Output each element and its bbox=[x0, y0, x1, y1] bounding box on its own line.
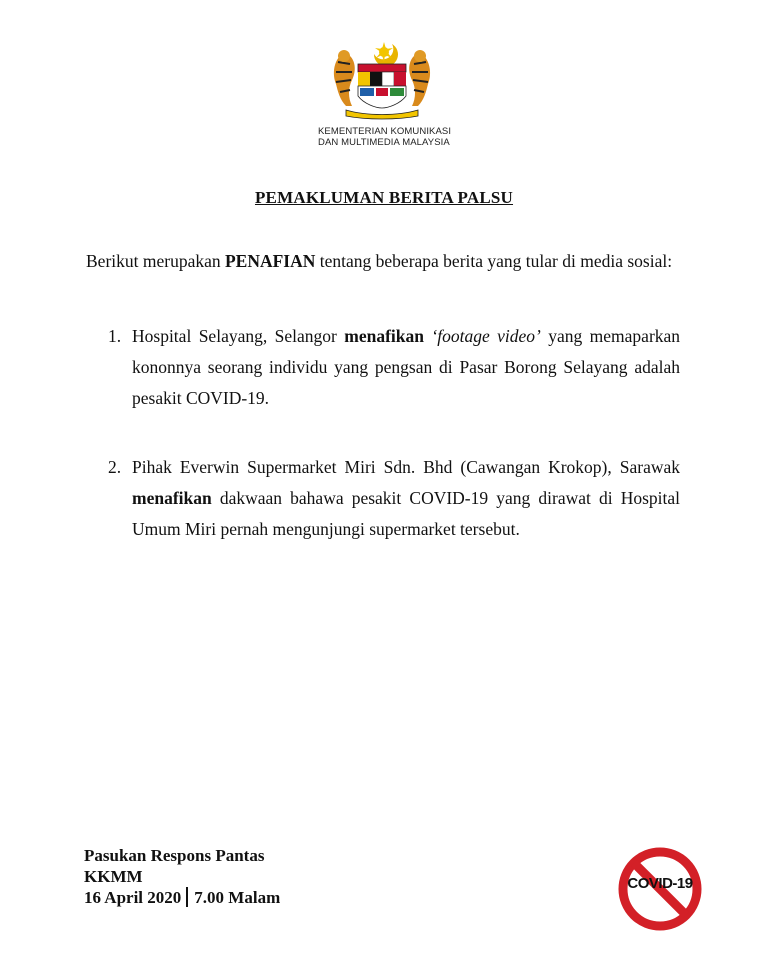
list-item-text bbox=[132, 452, 680, 545]
coat-of-arms-icon bbox=[326, 40, 438, 120]
intro-paragraph bbox=[86, 246, 680, 276]
item-2-text-1: Pihak Everwin Supermarket Miri Sdn. Bhd (Cawangan Krokop), Sarawak bbox=[132, 457, 680, 477]
release-time: 7.00 Malam bbox=[194, 888, 281, 907]
intro-bold: PENAFIAN bbox=[224, 251, 316, 271]
document-title: PEMAKLUMAN BERITA PALSU bbox=[254, 188, 514, 207]
list-item bbox=[108, 452, 680, 545]
team-name: Pasukan Respons Pantas bbox=[84, 846, 265, 865]
list-item bbox=[108, 321, 680, 414]
item-1-text-2: yang memaparkan kononnya seorang individu yang pengsan di Pasar Borong Selayang adalah pesakit COVID-19. bbox=[132, 326, 681, 408]
list-item-number: 2. bbox=[108, 457, 122, 477]
no-covid-badge bbox=[616, 845, 704, 933]
item-1-bold: menafikan bbox=[344, 326, 424, 346]
item-1-italic: ‘footage video’ bbox=[431, 326, 541, 346]
separator bbox=[186, 887, 188, 907]
ministry-line-2: DAN MULTIMEDIA MALAYSIA bbox=[318, 137, 450, 148]
item-2-text-2: dakwaan bahawa pesakit COVID-19 yang dirawat di Hospital Umum Miri pernah mengunjungi supermarket tersebut. bbox=[132, 488, 680, 539]
date-time-line bbox=[84, 887, 280, 908]
signature-block bbox=[84, 845, 280, 908]
list-item-text bbox=[132, 321, 680, 414]
ministry-name bbox=[318, 126, 458, 148]
intro-text-2: tentang beberapa berita yang tular di media sosial: bbox=[319, 251, 673, 271]
list-item-number: 1. bbox=[108, 326, 122, 346]
item-2-bold: menafikan bbox=[132, 488, 212, 508]
org-name: KKMM bbox=[84, 867, 143, 886]
covid-label: COVID-19 bbox=[627, 875, 693, 892]
intro-text-1: Berikut merupakan bbox=[86, 251, 221, 271]
item-1-text-1: Hospital Selayang, Selangor bbox=[132, 326, 337, 346]
ministry-line-1: KEMENTERIAN KOMUNIKASI bbox=[318, 126, 452, 137]
release-date: 16 April 2020 bbox=[84, 888, 182, 907]
